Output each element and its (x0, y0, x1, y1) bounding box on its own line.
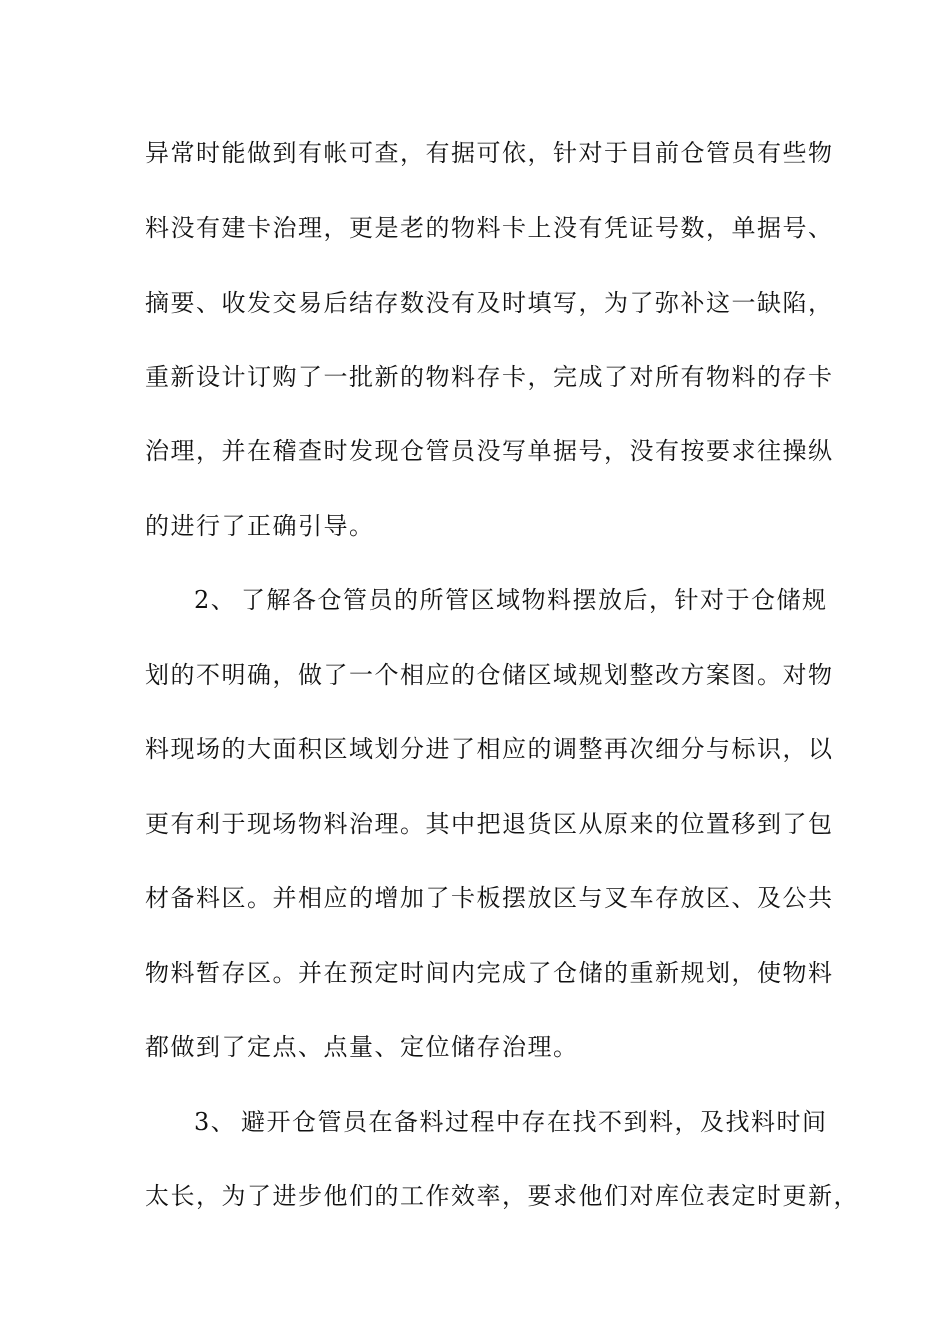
paragraph-2-line-7: 都做到了定点、点量、定位储存治理。 (145, 1033, 579, 1061)
paragraph-2-line-4: 更有利于现场物料治理。其中把退货区从原来的位置移到了包 (145, 810, 834, 838)
paragraph-2-line-2: 划的不明确，做了一个相应的仓储区域规划整改方案图。对物 (145, 661, 834, 689)
paragraph-2-line-6: 物料暂存区。并在预定时间内完成了仓储的重新规划，使物料 (145, 959, 834, 987)
paragraph-1-line-1: 异常时能做到有帐可查，有据可依，针对于目前仓管员有些物 (145, 139, 834, 167)
paragraph-1-line-3: 摘要、收发交易后结存数没有及时填写，为了弥补这一缺陷， (145, 289, 834, 317)
paragraph-2-line-5: 材备料区。并相应的增加了卡板摆放区与叉车存放区、及公共 (145, 884, 834, 912)
paragraph-2-number: 2、 (194, 586, 237, 614)
paragraph-2-line-1 (194, 585, 828, 615)
paragraph-1-line-2: 料没有建卡治理，更是老的物料卡上没有凭证号数，单据号、 (145, 214, 834, 242)
paragraph-2-line-1-text: 了解各仓管员的所管区域物料摆放后，针对于仓储规 (241, 586, 828, 614)
paragraph-3-number: 3、 (194, 1108, 237, 1136)
paragraph-3-line-2: 太长，为了进步他们的工作效率，要求他们对库位表定时更新， (145, 1182, 859, 1210)
paragraph-3-line-1-text: 避开仓管员在备料过程中存在找不到料，及找料时间 (241, 1108, 828, 1136)
paragraph-3-line-1 (194, 1107, 828, 1137)
paragraph-2-line-3: 料现场的大面积区域划分进了相应的调整再次细分与标识，以 (145, 735, 834, 763)
paragraph-1-line-4: 重新设计订购了一批新的物料存卡，完成了对所有物料的存卡 (145, 363, 834, 391)
paragraph-1-line-6: 的进行了正确引导。 (145, 512, 375, 540)
paragraph-1-line-5: 治理，并在稽查时发现仓管员没写单据号，没有按要求往操纵 (145, 437, 834, 465)
